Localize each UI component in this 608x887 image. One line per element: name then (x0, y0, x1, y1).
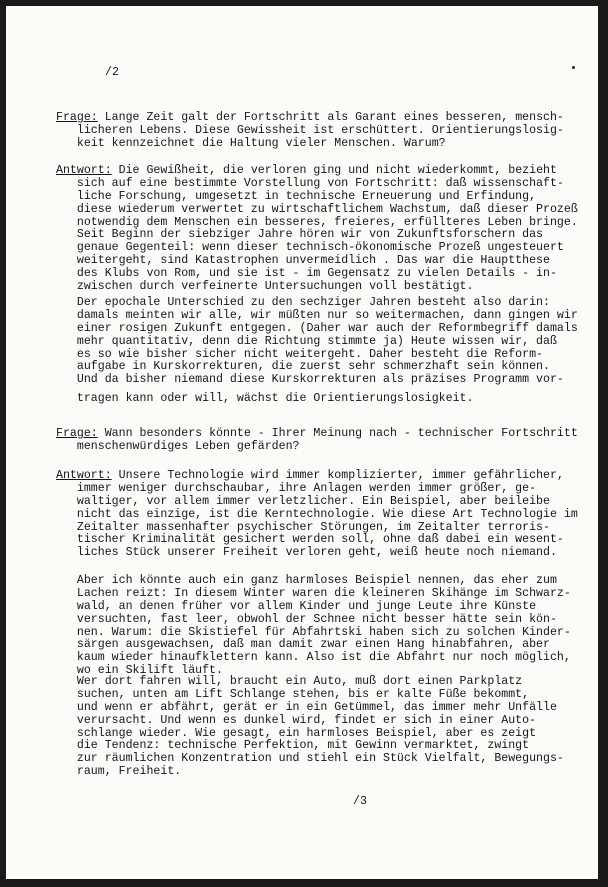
text-line: tischer Kriminalität gesichert werden soll, ohne daß dabei ein wesent- (56, 533, 564, 547)
text-line: immer weniger durchschaubar, ihre Anlagen werden immer größer, ge- (56, 481, 537, 495)
question-block (56, 112, 598, 151)
text-line: des Klubs von Rom, und sie ist - im Gegensatz zu vielen Details - in- (56, 267, 557, 281)
text-line: sich auf eine bestimmte Vorstellung von Fortschritt: daß wissenschaft- (56, 176, 564, 190)
text-line: zur räumlichen Konzentration und stiehl ein Stück Vielfalt, Bewegungs- (56, 752, 564, 766)
question-block (56, 428, 598, 454)
answer-paragraph (56, 575, 598, 678)
text-line: särgen ausgewachsen, daß man damit zwar einen Hang hinabfahren, aber (56, 638, 550, 652)
text-line: es so wie bisher sicher nicht weitergeht. Daher besteht die Reform- (56, 347, 544, 361)
text-line: Frage: Wann besonders könnte - Ihrer Meinung nach - technischer Fortschritt (56, 427, 578, 440)
text-line: wald, an denen früher vor allem Kinder und junge Leute ihre Künste (56, 599, 537, 613)
text-line: mehr quantitativ, denn die Richtung stimmte ja) Heute wissen wir, daß (56, 334, 557, 348)
text-line: Und da bisher niemand diese Kurskorrekturen als präzises Programm vor- (56, 373, 564, 387)
text-line: Wer dort fahren will, braucht ein Auto, muß dort einen Parkplatz (56, 675, 523, 688)
question-label: Frage: (56, 427, 98, 440)
text-line: keit kennzeichnet die Haltung vieler Menschen. Warum? (56, 136, 446, 150)
text-line: Frage: Lange Zeit galt der Fortschritt als Garant eines besseren, mensch- (56, 111, 564, 124)
text-line: einer rosigen Zukunft entgegen. (Daher war auch der Reformbegriff damals (56, 321, 578, 335)
text-line: wo ein Skilift läuft. (56, 664, 223, 678)
answer-block (56, 165, 598, 294)
text-line: weitergeht, sind Katastrophen unvermeidlich . Das war die Hauptthese (56, 254, 550, 268)
text-line: und wenn er abfährt, gerät er in ein Getümmel, das immer mehr Unfälle (56, 700, 557, 714)
text-line: zwischen durch verfeinerte Untersuchungen voll bestätigt. (56, 280, 474, 294)
text-line: licheren Lebens. Diese Gewissheit ist erschüttert. Orientierungslosig- (56, 123, 564, 137)
text-line: die Tendenz: technische Perfektion, mit Gewinn vermarktet, zwingt (56, 739, 530, 753)
text-line: versuchten, fast leer, obwohl der Schnee nicht besser hätte sein kön- (56, 612, 557, 626)
text-line: Seit Beginn der siebziger Jahre hören wir von Zukunftsforschern das (56, 228, 544, 242)
text-line: damals meinten wir alle, wir müßten nur so weitermachen, dann gingen wir (56, 308, 578, 322)
text-line: tragen kann oder will, wächst die Orientierungslosigkeit. (56, 392, 474, 406)
text-line: genaue Gegenteil: wenn dieser technisch-ökonomische Prozeß ungesteuert (56, 241, 564, 255)
text-line: raum, Freiheit. (56, 765, 182, 779)
text-line: liche Forschung, umgesetzt in technische Erneuerung und Erfindung, (56, 189, 537, 203)
answer-label: Antwort: (56, 469, 112, 482)
answer-block (56, 470, 598, 560)
text-line: aufgabe in Kurskorrekturen, die zuerst sehr schmerzhaft sein können. (56, 360, 550, 374)
text-line: suchen, unten am Lift Schlange stehen, bis er kalte Füße bekommt, (56, 687, 530, 701)
text-line: schlange wieder. Wie gesagt, ein harmloses Beispiel, aber es zeigt (56, 726, 537, 740)
text-line: liches Stück unserer Freiheit verloren geht, weiß heute noch niemand. (56, 546, 557, 560)
text-line: diese wiederum verwertet zu wirtschaftlichem Wachstum, daß dieser Prozeß (56, 202, 578, 216)
text-line: Antwort: Die Gewißheit, die verloren ging und nicht wiederkommt, bezieht (56, 164, 557, 177)
page-number-top: /2 (105, 66, 119, 79)
text-line: Antwort: Unsere Technologie wird immer komplizierter, immer gefährlicher, (56, 469, 564, 482)
text-line: kaum wieder hinaufklettern kann. Also ist die Abfahrt nur noch möglich, (56, 651, 571, 665)
question-label: Frage: (56, 111, 98, 124)
text-line: notwendig dem Menschen ein besseres, freieres, erfüllteres Leben bringe. (56, 215, 578, 229)
scan-speck (572, 66, 575, 69)
text-line: nen. Warum: die Skistiefel für Abfahrtski haben sich zu solchen Kinder- (56, 625, 571, 639)
text-line: Zeitalter massenhafter psychischer Störungen, im Zeitalter terroris- (56, 520, 550, 534)
text-line: Lachen reizt: In diesem Winter waren die kleineren Skihänge im Schwarz- (56, 586, 571, 600)
page-number-bottom: /3 (353, 795, 367, 808)
text-line: Aber ich könnte auch ein ganz harmloses Beispiel nennen, das eher zum (56, 574, 557, 587)
text-line: menschenwürdiges Leben gefärden? (56, 439, 300, 453)
answer-paragraph (56, 297, 598, 406)
text-line: waltiger, vor allem immer verletzlicher. Ein Beispiel, aber beileibe (56, 494, 550, 508)
text-line: verursacht. Und wenn es dunkel wird, findet er sich in einer Auto- (56, 713, 537, 727)
text-line: Der epochale Unterschied zu den sechziger Jahren besteht also darin: (56, 296, 550, 309)
text-line: nicht das einzige, ist die Kerntechnologie. Wie diese Art Technologie im (56, 507, 578, 521)
answer-paragraph (56, 676, 598, 779)
document-page (6, 6, 598, 879)
answer-label: Antwort: (56, 164, 112, 177)
